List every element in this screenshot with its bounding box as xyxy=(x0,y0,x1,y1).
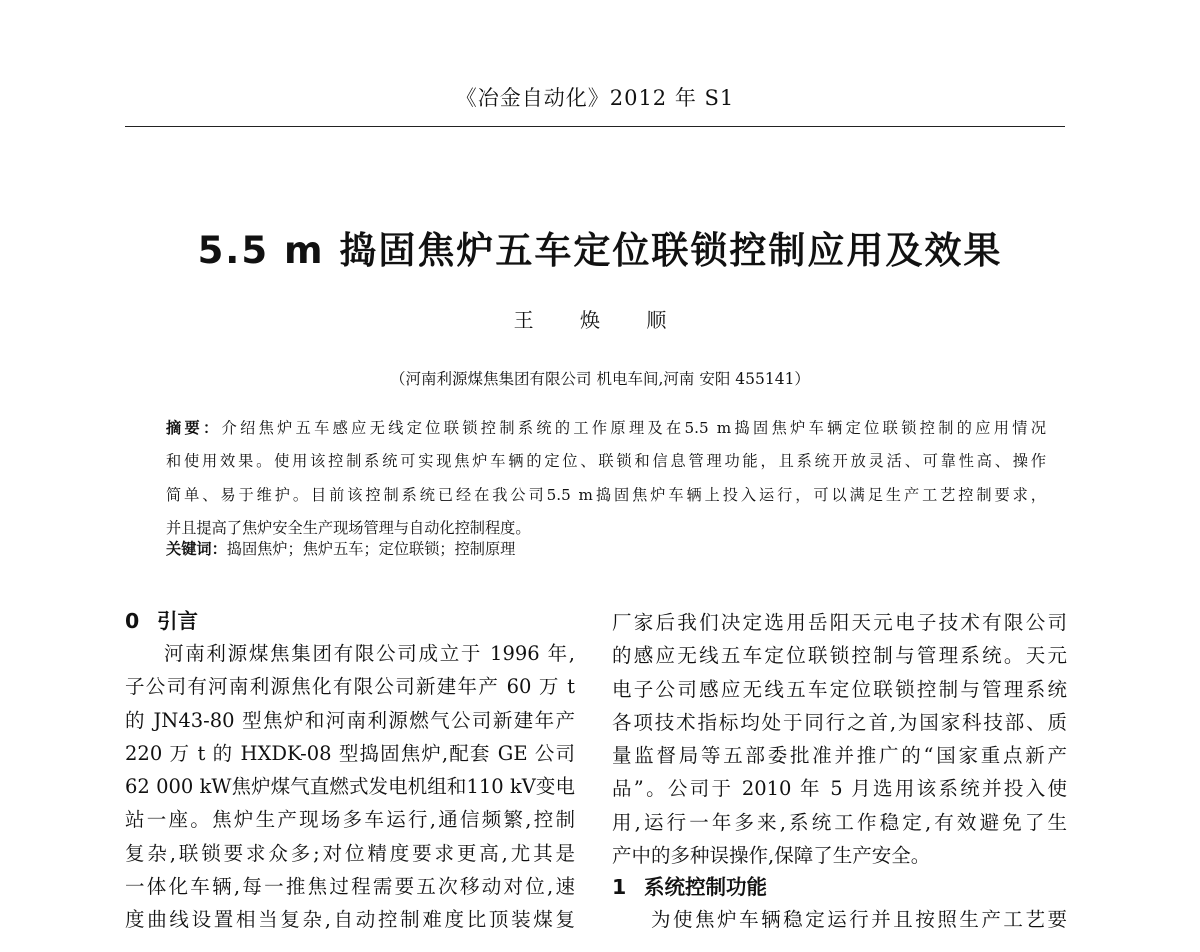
body-line: 的感应无线五车定位联锁控制与管理系统。天元 xyxy=(612,644,1067,668)
abstract-line: 并且提高了焦炉安全生产现场管理与自动化控制程度。 xyxy=(166,518,531,537)
body-line: 量监督局等五部委批准并推广的“国家重点新产 xyxy=(612,744,1067,768)
body-line: 一体化车辆,每一推焦过程需要五次移动对位,速 xyxy=(125,875,575,899)
body-line: 厂家后我们决定选用岳阳天元电子技术有限公司 xyxy=(612,611,1067,634)
section-heading-system-control xyxy=(612,872,1067,903)
body-line: 的 JN43-80 型焦炉和河南利源燃气公司新建年产 xyxy=(125,708,575,732)
header-rule xyxy=(125,126,1065,127)
abstract-line: 简单、易于维护。目前该控制系统已经在我公司5.5 m捣固焦炉车辆上投入运行，可以满足生产工艺控制要求， xyxy=(166,485,1046,504)
body-line: 度曲线设置相当复杂,自动控制难度比顶装煤复 xyxy=(125,908,575,932)
abstract-line: 和使用效果。使用该控制系统可实现焦炉车辆的定位、联锁和信息管理功能，且系统开放灵活、可靠性高、操作 xyxy=(166,452,1046,471)
left-column xyxy=(125,606,575,937)
abstract xyxy=(166,412,1046,545)
body-line: 62 000 kW焦炉煤气直燃式发电机组和110 kV变电 xyxy=(125,775,575,799)
affiliation: （河南利源煤焦集团有限公司 机电车间,河南 安阳 455141） xyxy=(390,370,810,388)
body-line: 用,运行一年多来,系统工作稳定,有效避免了生 xyxy=(612,810,1067,834)
running-head: 《冶金自动化》2012 年 S1 xyxy=(455,86,735,110)
right-column xyxy=(612,606,1067,937)
keywords-text: 捣固焦炉；焦炉五车；定位联锁；控制原理 xyxy=(226,540,516,558)
author: 王 焕 顺 xyxy=(513,308,687,332)
body-line: 子公司有河南利源焦化有限公司新建年产 60 万 t xyxy=(125,675,575,699)
body-line: 产中的多种误操作,保障了生产安全。 xyxy=(612,844,931,868)
abstract-label: 摘要： xyxy=(166,419,222,437)
keywords-label: 关键词： xyxy=(166,540,227,558)
section-heading-introduction xyxy=(125,606,575,637)
abstract-line: 摘要：介绍焦炉五车感应无线定位联锁控制系统的工作原理及在5.5 m捣固焦炉车辆定位联锁控制的应用情况 xyxy=(166,419,1047,437)
body-line: 复杂,联锁要求众多;对位精度要求更高,尤其是 xyxy=(125,841,575,865)
section-title: 引言 xyxy=(157,609,198,633)
body-line: 为使焦炉车辆稳定运行并且按照生产工艺要 xyxy=(651,908,1067,932)
body-line: 河南利源煤焦集团有限公司成立于 1996 年, xyxy=(164,642,575,665)
keywords xyxy=(166,538,1046,559)
body-line: 品”。公司于 2010 年 5 月选用该系统并投入使 xyxy=(612,777,1067,801)
body-line: 各项技术指标均处于同行之首,为国家科技部、质 xyxy=(612,710,1067,734)
section-title: 系统控制功能 xyxy=(644,875,767,900)
body-line: 站一座。焦炉生产现场多车运行,通信频繁,控制 xyxy=(125,808,575,832)
body-line: 220 万 t 的 HXDK-08 型捣固焦炉,配套 GE 公司 xyxy=(125,741,575,765)
article-title: 5.5 m 捣固焦炉五车定位联锁控制应用及效果 xyxy=(197,229,1003,272)
body-line: 电子公司感应无线五车定位联锁控制与管理系统 xyxy=(612,677,1067,701)
section-number: 1 xyxy=(612,875,627,900)
section-number: 0 xyxy=(125,609,140,633)
